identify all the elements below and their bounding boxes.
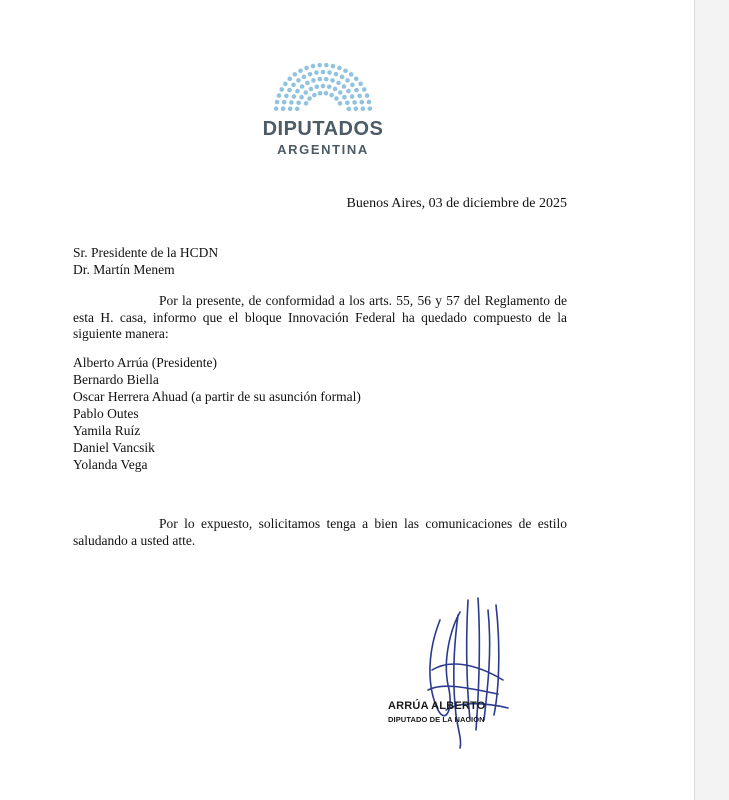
hemicycle-seat-dot: [314, 70, 319, 75]
hemicycle-seat-dot: [293, 72, 298, 77]
hemicycle-seat-dot: [283, 82, 288, 87]
hemicycle-seat-dot: [340, 75, 345, 80]
hemicycle-seat-dot: [312, 93, 317, 98]
hemicycle-seat-dot: [304, 66, 309, 71]
signature-block: [388, 590, 538, 750]
hemicycle-seat-dot: [303, 90, 308, 95]
hemicycle-seat-dot: [367, 100, 372, 105]
hemicycle-seat-dot: [321, 84, 326, 89]
member-item: Bernardo Biella: [73, 372, 159, 387]
stamp-title: DIPUTADO DE LA NACIÓN: [388, 715, 485, 724]
hemicycle-seat-dot: [299, 95, 304, 100]
hemicycle-seat-dot: [308, 72, 313, 77]
hemicycle-seat-dot: [359, 100, 364, 105]
recipient-block: [73, 244, 218, 278]
hemicycle-seat-dot: [282, 100, 287, 105]
hemicycle-seat-dot: [354, 88, 359, 93]
hemicycle-seat-dot: [311, 78, 316, 83]
hemicycle-seat-dot: [321, 70, 326, 75]
hemicycle-seat-dot: [334, 72, 339, 77]
hemicycle-seat-dot: [368, 106, 373, 111]
hemicycle-seat-dot: [292, 94, 297, 99]
member-item: Daniel Vancsik: [73, 440, 155, 455]
hemicycle-seat-dot: [324, 77, 329, 82]
hemicycle-seat-dot: [295, 89, 300, 94]
hemicycle-seat-dot: [327, 84, 332, 89]
hemicycle-seat-dot: [337, 66, 342, 71]
hemicycle-seat-dot: [296, 100, 301, 105]
hemicycle-seat-dot: [358, 82, 363, 87]
hemicycle-seat-dot: [357, 94, 362, 99]
hemicycle-seat-dot: [343, 68, 348, 73]
hemicycle-seat-dot: [307, 96, 312, 101]
hemicycle-seat-dot: [365, 93, 370, 98]
hemicycle-seat-dot: [354, 106, 359, 111]
hemicycle-seat-dot: [342, 84, 347, 89]
members-list: [73, 354, 361, 473]
logo-subtitle: ARGENTINA: [277, 142, 369, 157]
hemicycle-seat-dot: [296, 78, 301, 83]
hemicycle-seat-dot: [345, 100, 350, 105]
recipient-line-1: Sr. Presidente de la HCDN: [73, 245, 219, 260]
date-line: Buenos Aires, 03 de diciembre de 2025: [346, 196, 567, 211]
hemicycle-seat-dot: [287, 76, 292, 81]
hemicycle-seat-dot: [338, 101, 343, 106]
hemicycle-seat-dot: [347, 107, 352, 112]
handwritten-signature-icon: [388, 590, 538, 750]
stamp-name: ARRÚA ALBERTO: [388, 700, 486, 712]
hemicycle-seat-dot: [279, 87, 284, 92]
hemicycle-seat-dot: [309, 87, 314, 92]
hemicycle-seat-dot: [350, 83, 355, 88]
hemicycle-seat-dot: [289, 100, 294, 105]
hemicycle-seat-dot: [302, 75, 307, 80]
hemicycle-seat-dot: [298, 68, 303, 73]
hemicycle-seat-dot: [331, 64, 336, 69]
hemicycle-seat-dot: [311, 64, 316, 69]
logo-title: DIPUTADOS: [262, 118, 384, 140]
hemicycle-seat-dot: [314, 84, 319, 89]
hemicycle-seat-dot: [291, 83, 296, 88]
hemicycle-seat-dot: [300, 84, 305, 89]
hemicycle-seat-dot: [304, 101, 309, 106]
hemicycle-seat-dot: [329, 93, 334, 98]
hemicycle-seat-dot: [284, 94, 289, 99]
hemicycle-seat-dot: [346, 89, 351, 94]
hemicycle-seat-dot: [287, 88, 292, 93]
hemicycle-seat-dot: [361, 106, 366, 111]
body-paragraph-1: Por la presente, de conformidad a los arts. 55, 56 y 57 del Reglamento de esta H. casa, informo que el bloque Innovación Federal ha quedado compuesto de la siguiente manera:: [73, 293, 567, 341]
member-item: Yamila Ruíz: [73, 423, 141, 438]
hemicycle-seat-dot: [295, 107, 300, 112]
hemicycle-seat-dot: [336, 81, 341, 86]
recipient-line-2: Dr. Martín Menem: [73, 262, 175, 277]
hemicycle-seat-dot: [277, 93, 282, 98]
hemicycle-seat-dot: [345, 78, 350, 83]
member-item: Oscar Herrera Ahuad (a partir de su asunción formal): [73, 389, 361, 404]
hemicycle-seat-dot: [275, 100, 280, 105]
hemicycle-seat-dot: [274, 106, 279, 111]
hemicycle-seat-dot: [350, 94, 355, 99]
hemicycle-seat-dot: [338, 90, 343, 95]
hemicycle-seat-dot: [334, 96, 339, 101]
hemicycle-seat-dot: [354, 76, 359, 81]
member-item: Alberto Arrúa (Presidente): [73, 355, 217, 370]
hemicycle-seat-dot: [342, 95, 347, 100]
hemicycle-seat-dot: [327, 70, 332, 75]
member-item: Pablo Outes: [73, 406, 139, 421]
hemicycle-seat-dot: [317, 63, 322, 68]
hemicycle-seat-dot: [318, 91, 323, 96]
congress-hemicycle-icon: [272, 58, 374, 114]
hemicycle-seat-dot: [324, 91, 329, 96]
hemicycle-seat-dot: [362, 87, 367, 92]
hemicycle-seat-dot: [281, 106, 286, 111]
hemicycle-seat-dot: [330, 78, 335, 83]
letterhead-logo: [258, 58, 388, 158]
hemicycle-seat-dot: [324, 63, 329, 68]
body-paragraph-2: Por lo expuesto, solicitamos tenga a bien las comunicaciones de estilo saludando a usted atte.: [73, 516, 567, 548]
hemicycle-seat-dot: [317, 77, 322, 82]
hemicycle-seat-dot: [352, 100, 357, 105]
hemicycle-seat-dot: [305, 81, 310, 86]
hemicycle-seat-dot: [288, 106, 293, 111]
hemicycle-seat-dot: [333, 87, 338, 92]
member-item: Yolanda Vega: [73, 457, 148, 472]
hemicycle-seat-dot: [349, 72, 354, 77]
